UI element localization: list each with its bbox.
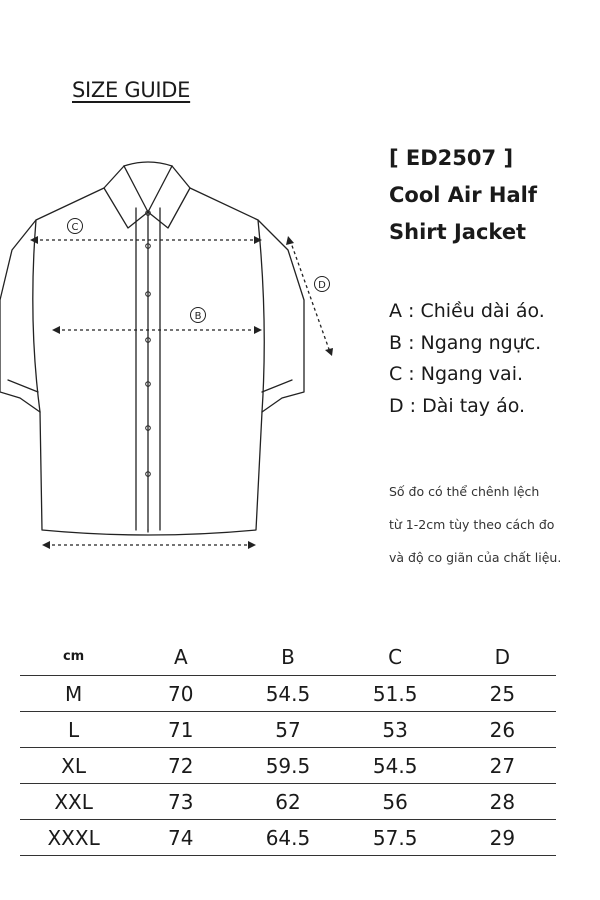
shirt-diagram: [0, 150, 380, 560]
table-cell: 28: [449, 784, 556, 820]
table-cell: 51.5: [342, 676, 449, 712]
product-info: [389, 140, 537, 251]
table-cell: M: [20, 676, 127, 712]
measurement-note: [389, 475, 561, 574]
table-cell: 70: [127, 676, 234, 712]
product-name-line2: Shirt Jacket: [389, 220, 527, 244]
header-cell: cm: [20, 638, 127, 676]
label-b: B: [194, 311, 202, 322]
table-cell: 26: [449, 712, 556, 748]
note-line: Số đo có thể chênh lệch: [389, 484, 540, 499]
note-line: từ 1-2cm tùy theo cách đo: [389, 517, 555, 532]
size-table: [20, 638, 556, 856]
table-row: [20, 784, 556, 820]
table-cell: L: [20, 712, 127, 748]
table-cell: 29: [449, 820, 556, 856]
table-header-row: [20, 638, 556, 676]
table-cell: XXXL: [20, 820, 127, 856]
table-cell: 54.5: [342, 748, 449, 784]
measurement-legend: [389, 296, 545, 422]
header-cell: C: [342, 638, 449, 676]
table-cell: 27: [449, 748, 556, 784]
table-cell: 72: [127, 748, 234, 784]
legend-item: A : Chiều dài áo.: [389, 300, 545, 322]
table-cell: 74: [127, 820, 234, 856]
header-cell: D: [449, 638, 556, 676]
table-cell: 59.5: [234, 748, 341, 784]
header-cell: A: [127, 638, 234, 676]
table-cell: XL: [20, 748, 127, 784]
table-cell: 62: [234, 784, 341, 820]
table-cell: 54.5: [234, 676, 341, 712]
page-title: SIZE GUIDE: [72, 78, 191, 102]
legend-item: B : Ngang ngực.: [389, 331, 542, 354]
table-cell: XXL: [20, 784, 127, 820]
table-row: [20, 712, 556, 748]
header-cell: B: [234, 638, 341, 676]
legend-item: C : Ngang vai.: [389, 363, 524, 385]
product-name-line1: Cool Air Half: [389, 183, 537, 207]
legend-item: D : Dài tay áo.: [389, 394, 526, 417]
table-cell: 53: [342, 712, 449, 748]
table-cell: 56: [342, 784, 449, 820]
table-cell: 25: [449, 676, 556, 712]
label-d: D: [318, 280, 326, 291]
table-cell: 64.5: [234, 820, 341, 856]
note-line: và độ co giãn của chất liệu.: [389, 550, 562, 565]
table-row: [20, 820, 556, 856]
table-cell: 73: [127, 784, 234, 820]
label-c: C: [71, 222, 79, 233]
table-cell: 57: [234, 712, 341, 748]
table-cell: 71: [127, 712, 234, 748]
table-cell: 57.5: [342, 820, 449, 856]
product-code: [ ED2507 ]: [389, 146, 514, 170]
table-row: [20, 676, 556, 712]
table-row: [20, 748, 556, 784]
